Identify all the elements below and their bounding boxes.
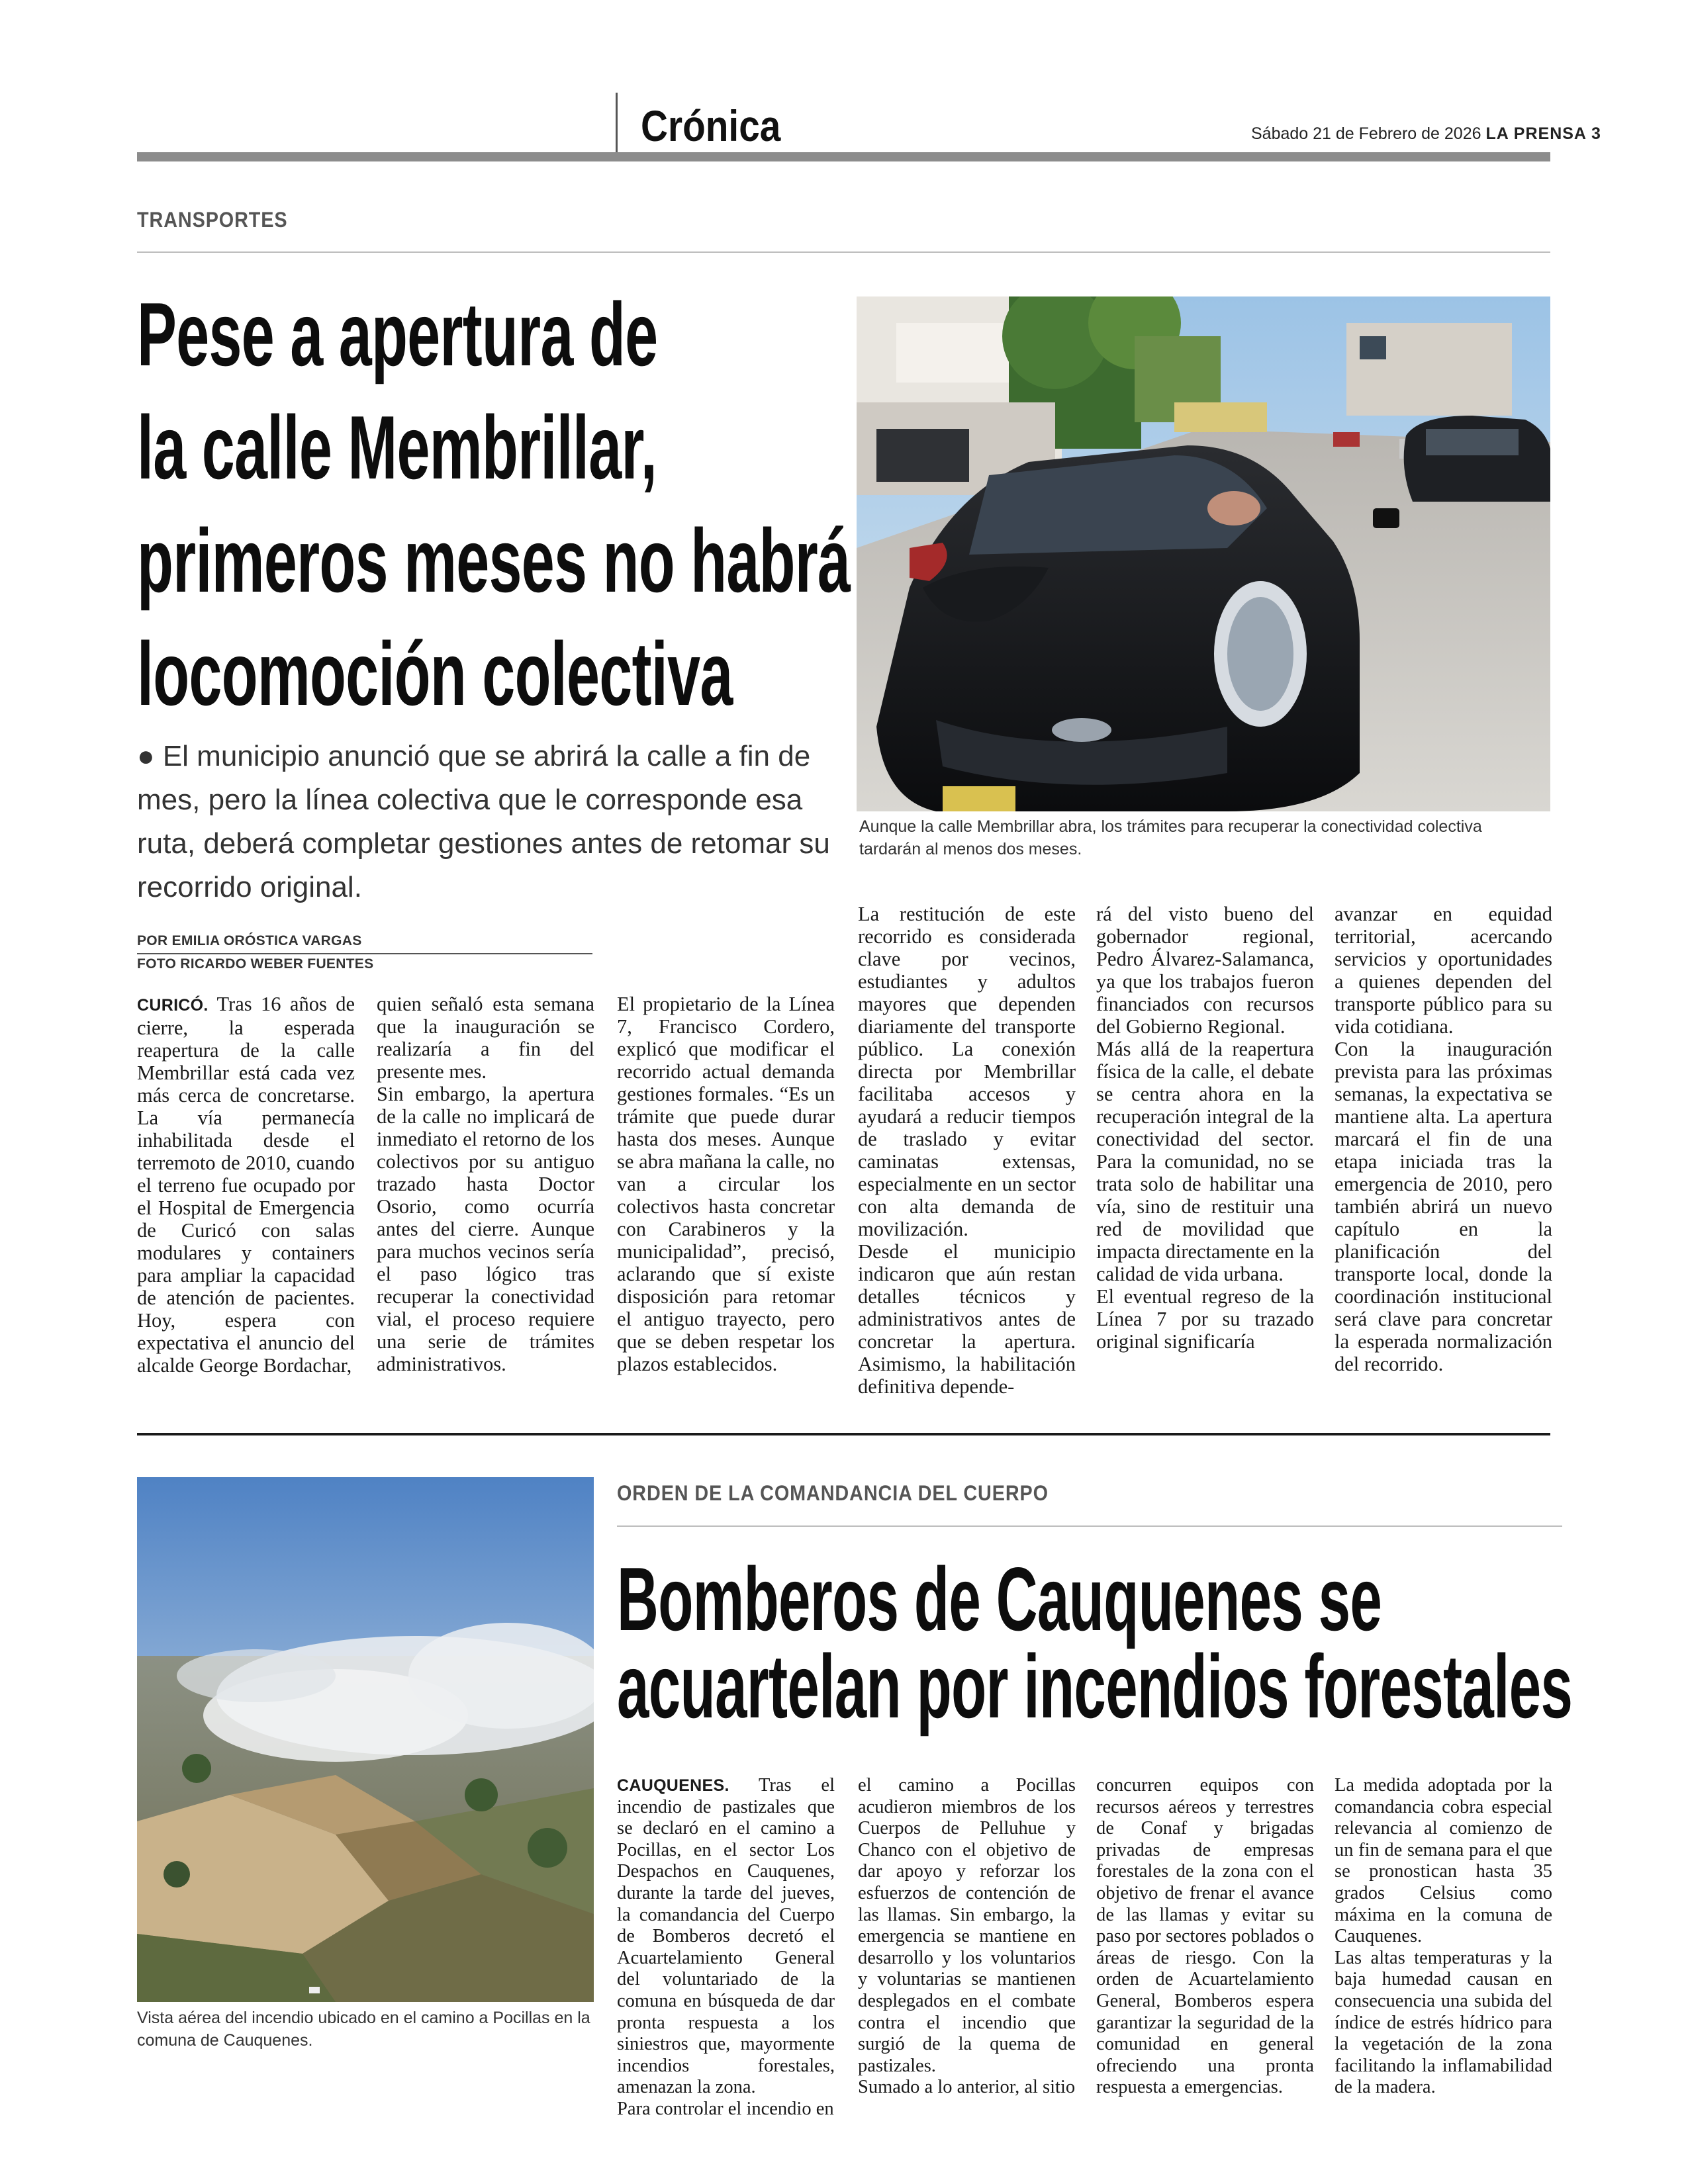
article2-kicker-rule <box>617 1525 1562 1527</box>
paragraph: Desde el municipio indicaron que aún restan detalles técnicos y administrativos antes de concretar la apertura. Asimismo, la habilitación definitiva depende- <box>858 1240 1076 1398</box>
paragraph: quien señaló esta semana que la inauguración se realizaría a fin del presente mes. <box>377 993 594 1083</box>
paragraph <box>137 993 355 1377</box>
article1-headline <box>137 278 850 731</box>
article1-kicker: TRANSPORTES <box>137 208 288 232</box>
header-rule <box>137 152 1550 161</box>
headline-line: locomoción colectiva <box>137 623 733 724</box>
paragraph: Las altas temperaturas y la baja humedad causan en consecuencia una subida del índice de estrés hídrico para la vegetación de la zona facilitando la inflamabilidad de la madera. <box>1335 1947 1552 2098</box>
article2-kicker: ORDEN DE LA COMANDANCIA DEL CUERPO <box>617 1481 1049 1505</box>
article1-dateline: CURICÓ. <box>137 996 209 1015</box>
article2-column-1 <box>617 1775 835 2120</box>
article2-dateline: CAUQUENES. <box>617 1776 729 1795</box>
paragraph: Para controlar el incendio en <box>617 2098 834 2119</box>
headline-line: la calle Membrillar, <box>137 397 657 498</box>
article1-column-4 <box>858 903 1076 1398</box>
subtitle-text: El municipio anunció que se abrirá la calle a fin de mes, pero la línea colectiva que le corresponde esa ruta, deberá completar gestiones antes de retomar su recorrido original. <box>137 740 830 903</box>
paragraph: rá del visto bueno del gobernador regional, Pedro Álvarez-Salamanca, ya que los trabajos fueron financiados con recursos del Gobierno Regional. <box>1096 903 1314 1038</box>
page-number: 3 <box>1591 124 1601 143</box>
newspaper-name: LA PRENSA <box>1485 124 1587 143</box>
article1-column-5 <box>1096 903 1314 1353</box>
article2-photo <box>137 1477 594 2002</box>
headline-line: Bomberos de Cauquenes se <box>617 1549 1382 1649</box>
aerial-fire-photo <box>137 1477 594 2002</box>
bullet-icon: ● <box>137 740 155 772</box>
paragraph: Sin embargo, la apertura de la calle no implicará de inmediato el retorno de los colectivos por su antiguo trazado hasta Doctor Osorio, como ocurría antes del cierre. Aunque para muchos vecinos sería el paso lógico tras recuperar la conectividad vial, el proceso requiere una serie de trámites administrativos. <box>377 1083 594 1375</box>
article1-column-6 <box>1335 903 1552 1375</box>
paragraph: Con la inauguración prevista para las próximas semanas, la expectativa se mantiene alta. La apertura marcará el fin de una etapa iniciada tras la emergencia de 2010, pero también abrirá un nuevo capítulo en la planificación del transporte local, donde la coordinación institucional será clave para concretar la esperada normalización del recorrido. <box>1335 1038 1552 1375</box>
header-divider <box>616 93 618 152</box>
paragraph <box>617 1775 835 2099</box>
paragraph: La medida adoptada por la comandancia cobra especial relevancia al comienzo de un fin de semana para el que se pronostican hasta 35 grados Celsius como máxima en la comuna de Cauquenes. <box>1335 1775 1552 1947</box>
header-dateline <box>1251 124 1601 144</box>
article1-byline: POR EMILIA ORÓSTICA VARGAS <box>137 933 362 948</box>
paragraph: el camino a Pocillas acudieron miembros de los Cuerpos de Pelluhue y Chanco con el objetivo de dar apoyo y reforzar los esfuerzos de contención de las llamas. Sin embargo, la emergencia se mantiene en desarrollo y los voluntarios y voluntarias se mantienen desplegados en el combate contra el incendio que surgió de la quema de pastizales. <box>858 1775 1076 2076</box>
article1-subtitle <box>137 735 839 909</box>
headline-line: Pese a apertura de <box>137 284 658 385</box>
article2-column-3 <box>1096 1775 1314 2099</box>
paragraph: concurren equipos con recursos aéreos y terrestres de Conaf y brigadas privadas de empresas forestales de la zona con el objetivo de frenar el avance de las llamas y evitar su paso por sectores poblados o áreas de riesgo. Con la orden de Acuartelamiento General, Bomberos espera garantizar la seguridad de la comunidad en general ofreciendo una pronta respuesta a emergencias. <box>1096 1775 1314 2098</box>
paragraph: La restitución de este recorrido es considerada clave por vecinos, estudiantes y adultos mayores que dependen diariamente del transporte público. La conexión directa por Membrillar facilitaba accesos y ayudará a reducir tiempos de traslado y evitar caminatas extensas, especialmente en un sector con alta demanda de movilización. <box>858 903 1076 1240</box>
paragraph: Más allá de la reapertura física de la calle, el debate se centra ahora en la recuperación integral de la conectividad del sector. Para la comunidad, no se trata solo de habilitar una vía, sino de restituir una red de movilidad que impacta directamente en la calidad de vida urbana. <box>1096 1038 1314 1285</box>
article1-photo <box>857 296 1550 811</box>
article1-column-3 <box>617 993 835 1375</box>
byline-rule <box>137 953 592 954</box>
article1-photo-caption: Aunque la calle Membrillar abra, los trámites para recuperar la conectividad colectiva tardarán al menos dos meses. <box>859 817 1482 858</box>
section-title: Crónica <box>641 101 781 150</box>
paragraph-text: Tras 16 años de cierre, la esperada reapertura de la calle Membrillar está cada vez más cerca de concretarse. La vía permanecía inhabilitada desde el terremoto de 2010, cuando el terreno fue ocupado por el Hospital de Emergencia de Curicó con salas modulares y containers para ampliar la capacidad de atención de pacientes. Hoy, espera con expectativa el anuncio del alcalde George Bordachar, <box>137 993 355 1377</box>
article2-photo-caption: Vista aérea del incendio ubicado en el camino a Pocillas en la comuna de Cauquenes. <box>137 2009 590 2050</box>
paragraph: El propietario de la Línea 7, Francisco Cordero, explicó que modificar el recorrido actual demanda gestiones formales. “Es un trámite que puede durar hasta dos meses. Aunque se abra mañana la calle, no van a circular los colectivos hasta concretar con Carabineros y la municipalidad”, precisó, aclarando que sí existe disposición para retomar el antiguo trayecto, pero que se deben respetar los plazos establecidos. <box>617 993 835 1375</box>
paragraph: avanzar en equidad territorial, acercando servicios y oportunidades a quienes dependen del transporte público para su vida cotidiana. <box>1335 903 1552 1038</box>
article1-column-1 <box>137 993 355 1377</box>
paragraph: El eventual regreso de la Línea 7 por su trazado original significaría <box>1096 1285 1314 1353</box>
article1-photo-credit: FOTO RICARDO WEBER FUENTES <box>137 956 374 972</box>
article2-headline <box>617 1549 1573 1737</box>
headline-line: acuartelan por incendios forestales <box>617 1636 1573 1737</box>
article1-kicker-rule <box>137 251 1550 253</box>
paragraph-text: Tras el incendio de pastizales que se declaró en el camino a Pocillas, en el sector Los Despachos en Cauquenes, durante la tarde del jueves, la comandancia del Cuerpo de Bomberos decretó el Acuartelamiento General del voluntariado de la comuna en búsqueda de dar pronta respuesta a los siniestros que, mayormente incendios forestales, amenazan la zona. <box>617 1775 835 2098</box>
issue-date: Sábado 21 de Febrero de 2026 <box>1251 124 1481 143</box>
headline-line: primeros meses no habrá <box>137 510 851 611</box>
article2-column-4 <box>1335 1775 1552 2099</box>
article1-column-2 <box>377 993 594 1375</box>
section-divider <box>137 1433 1550 1435</box>
paragraph: Sumado a lo anterior, al sitio <box>858 2077 1076 2098</box>
street-taxi-photo <box>857 296 1550 811</box>
article2-column-2 <box>858 1775 1076 2099</box>
